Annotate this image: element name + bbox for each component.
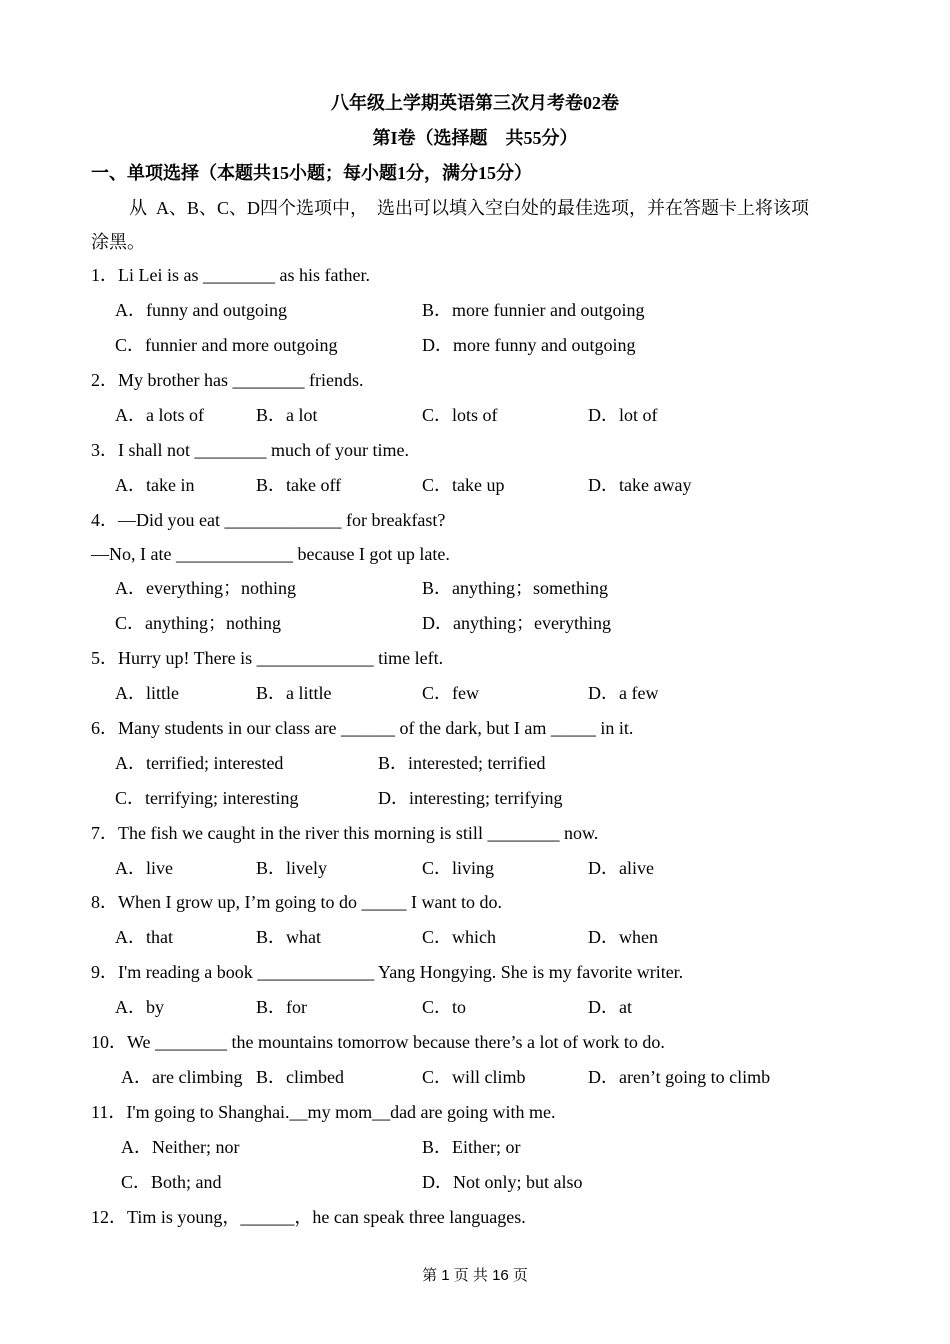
option-b: B．more funnier and outgoing <box>422 300 645 320</box>
option-b: B．lively <box>256 858 327 878</box>
option-c: C．will climb <box>422 1067 526 1087</box>
option-d: D．alive <box>588 858 654 878</box>
option-c: C．Both; and <box>121 1172 222 1192</box>
option-c: C．to <box>422 997 467 1017</box>
option-a: A．Neither; nor <box>121 1137 240 1157</box>
option-b: B．a little <box>256 683 332 703</box>
instruction-line-2: 涂黑。 <box>91 232 145 252</box>
option-d: D．interesting; terrifying <box>378 788 563 808</box>
exam-title: 八年级上学期英语第三次月考卷02卷 <box>331 93 619 113</box>
option-a: A．take in <box>115 475 195 495</box>
question-stem: 12．Tim is young，______，he can speak three languages. <box>91 1207 526 1227</box>
option-c: C．take up <box>422 475 505 495</box>
question-stem: 10．We ________ the mountains tomorrow because there’s a lot of work to do. <box>91 1032 665 1052</box>
question-stem: 7．The fish we caught in the river this morning is still ________ now. <box>91 823 599 843</box>
option-d: D．take away <box>588 475 692 495</box>
option-d: D．more funny and outgoing <box>422 335 636 355</box>
option-b: B．take off <box>256 475 342 495</box>
option-c: C．anything；nothing <box>115 613 281 633</box>
option-d: D．a few <box>588 683 659 703</box>
option-d: D．Not only; but also <box>422 1172 583 1192</box>
option-a: A．that <box>115 927 173 947</box>
option-d: D．when <box>588 927 658 947</box>
option-a: A．are climbing <box>121 1067 243 1087</box>
option-a: A．everything；nothing <box>115 578 296 598</box>
option-c: C．living <box>422 858 495 878</box>
question-stem: 3．I shall not ________ much of your time. <box>91 440 409 460</box>
option-b: B．climbed <box>256 1067 344 1087</box>
question-stem: 9．I'm reading a book _____________ Yang Hongying. She is my favorite writer. <box>91 962 684 982</box>
page-footer: 第 1 页 共 16 页 <box>422 1267 528 1284</box>
exam-subtitle: 第I卷（选择题 共55分） <box>372 128 578 148</box>
question-stem: 5．Hurry up! There is _____________ time left. <box>91 648 444 668</box>
option-c: C．terrifying; interesting <box>115 788 299 808</box>
option-d: D．aren’t going to climb <box>588 1067 771 1087</box>
option-d: D．lot of <box>588 405 658 425</box>
option-a: A．a lots of <box>115 405 204 425</box>
option-b: B．what <box>256 927 321 947</box>
option-a: A．little <box>115 683 179 703</box>
option-c: C．lots of <box>422 405 498 425</box>
question-stem: 2．My brother has ________ friends. <box>91 370 364 390</box>
option-c: C．few <box>422 683 479 703</box>
option-b: B．Either; or <box>422 1137 521 1157</box>
option-c: C．funnier and more outgoing <box>115 335 338 355</box>
option-d: D．at <box>588 997 632 1017</box>
question-stem: 1．Li Lei is as ________ as his father. <box>91 265 370 285</box>
option-a: A．terrified; interested <box>115 753 284 773</box>
option-b: B．interested; terrified <box>378 753 546 773</box>
instruction-line-1: 从 A、B、C、D四个选项中， 选出可以填入空白处的最佳选项，并在答题卡上将该项 <box>129 198 810 218</box>
question-stem: 4．—Did you eat _____________ for breakfast? <box>91 510 446 530</box>
option-b: B．for <box>256 997 307 1017</box>
question-stem-reply: —No, I ate _____________ because I got up late. <box>91 544 450 564</box>
option-a: A．live <box>115 858 173 878</box>
option-b: B．a lot <box>256 405 318 425</box>
option-a: A．by <box>115 997 164 1017</box>
question-stem: 11．I'm going to Shanghai.__my mom__dad are going with me. <box>91 1102 556 1122</box>
option-d: D．anything；everything <box>422 613 611 633</box>
option-b: B．anything；something <box>422 578 608 598</box>
section-heading: 一、单项选择（本题共15小题；每小题1分，满分15分） <box>91 163 532 183</box>
question-stem: 8．When I grow up, I’m going to do _____ I want to do. <box>91 892 502 912</box>
option-a: A．funny and outgoing <box>115 300 287 320</box>
question-stem: 6．Many students in our class are ______ of the dark, but I am _____ in it. <box>91 718 634 738</box>
option-c: C．which <box>422 927 496 947</box>
